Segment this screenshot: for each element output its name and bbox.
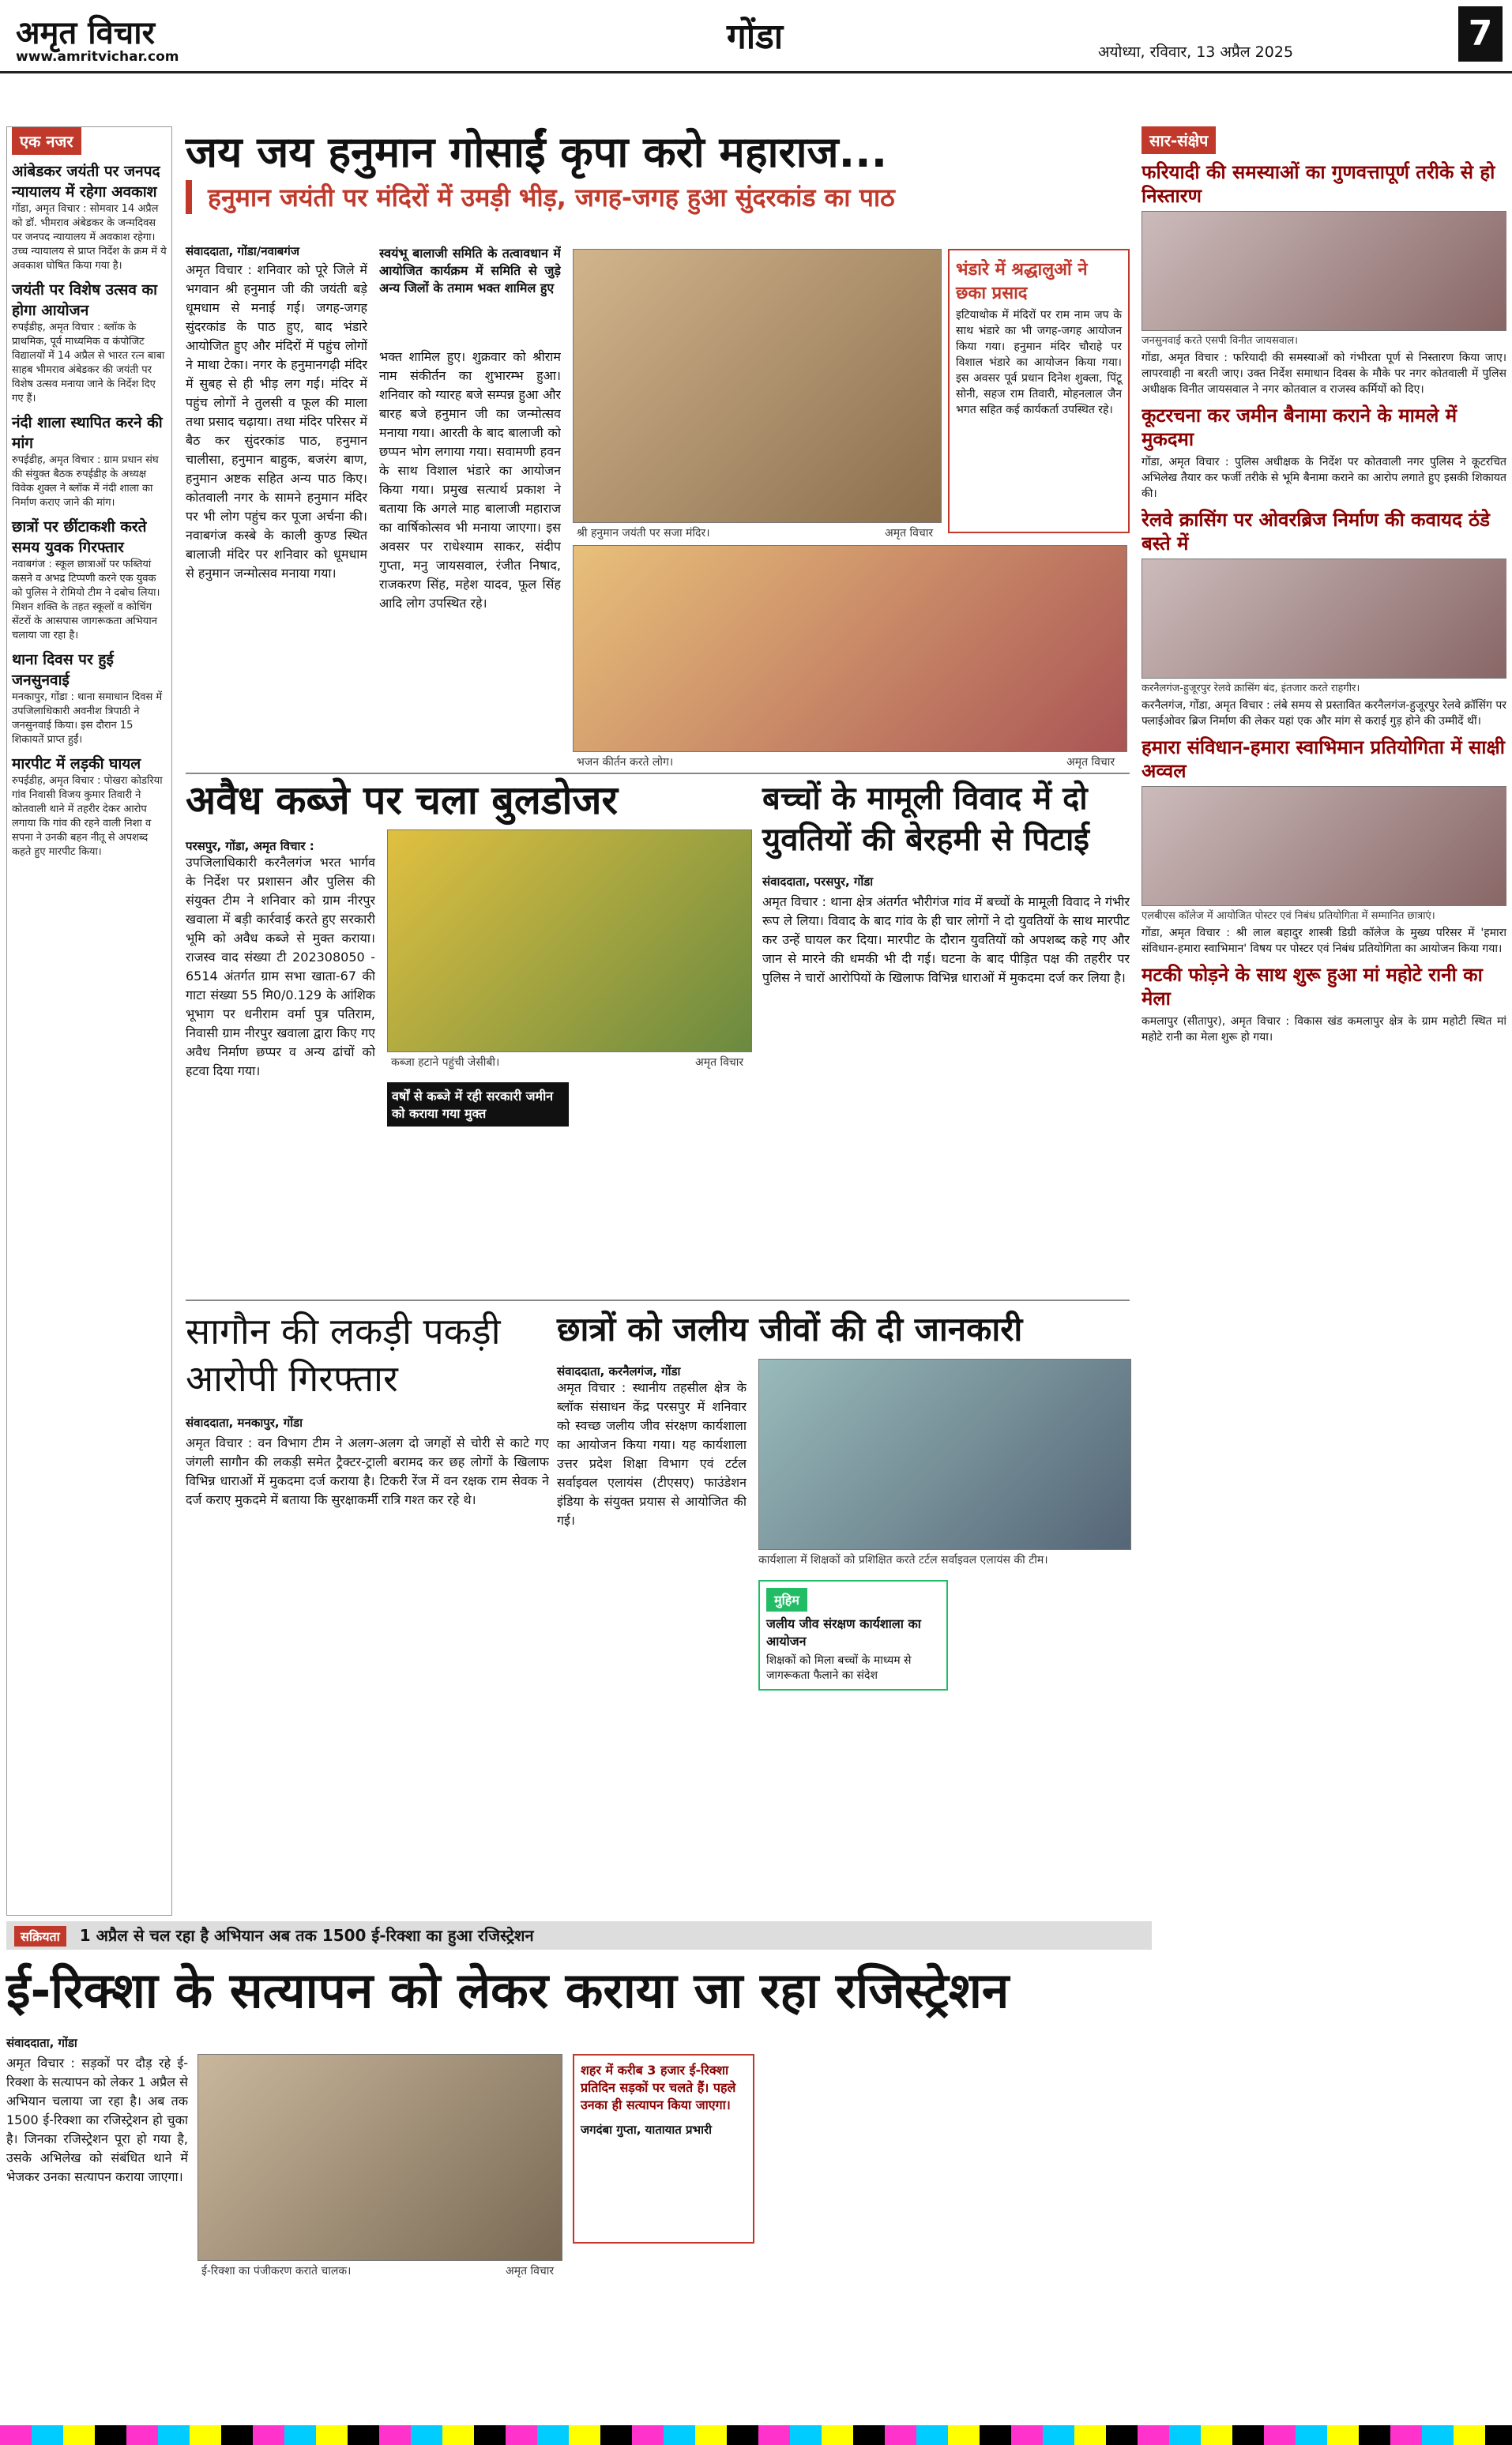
brief-photo [1142, 786, 1506, 906]
story-column: अमृत विचार : शनिवार को पूरे जिले में भगवान श्री हनुमान जी की जयंती बड़े धूमधाम से मनाई गई। जगह-जगह सुंदरकांड के पाठ हुए, बाद भंडारे आयोजित हुए और मंदिरों में पहुंच लोगों ने माथा टेका। नगर के हनुमानगढ़ी मंदिर में सुबह से ही भीड़ लग गई। मंदिर में पहुंच लोगों ने तुलसी व फूल की माला तथा प्रसाद चढ़ाया। तथा मंदिर परिसर में बैठ कर सुंदरकांड पाठ, हनुमान चालीसा, हनुमान बाहुक, बजरंग बाण, हनुमान अष्टक सहित अन्य पाठ किए। कोतवाली नगर के सामने हनुमान मंदिर पर भी लोग पहुंच कर पूजा अर्चना की। नवाबगंज कस्बे के काली कुण्ड स्थित बालाजी मंदिर पर शनिवार को धूमधाम से हनुमान जन्मोत्सव मनाया गया। [186, 262, 367, 581]
bhajan-photo [573, 545, 1127, 752]
photo-caption: ई-रिक्शा का पंजीकरण कराते चालक। [201, 2265, 352, 2278]
byline: संवाददाता, परसपुर, गोंडा [762, 875, 874, 889]
brief-headline: जयंती पर विशेष उत्सव का होगा आयोजन [12, 281, 158, 319]
edition-city: गोंडा [727, 17, 784, 57]
photo-credit: अमृत विचार [506, 2265, 555, 2278]
brief-photo [1142, 211, 1506, 331]
story-kicker [6, 1921, 1152, 1950]
photo-caption: कब्जा हटाने पहुंची जेसीबी। [391, 1056, 500, 1069]
story-column: अमृत विचार : थाना क्षेत्र अंतर्गत भौरीगंज गांव में बच्चों के मामूली विवाद ने गंभीर रूप ले लिया। विवाद के बाद गांव के ही चार लोगों ने दो युवतियों के साथ मारपीट कर उन्हें घायल कर दिया। मारपीट के दौरान युवतियों को अपशब्द कहे गए और जान से मारने की धमकी भी दी गई। घटना के बाद पीड़ित पक्ष की तहरीर पर पुलिस ने चारों आरोपियों के खिलाफ विभिन्न धाराओं में मुकदमा दर्ज कर लिया है। [762, 894, 1130, 985]
brief-headline: नंदी शाला स्थापित करने की मांग [12, 414, 163, 452]
color-registration-strip [0, 2425, 1512, 2445]
brief-text: रुपईडीह, अमृत विचार : ब्लॉक के प्राथमिक, पूर्व माध्यमिक व कंपोजिट विद्यालयों में 14 अप्रैल से भारत रत्न बाबा साहब भीमराव अंबेडकर की जयंती पर विशेष उत्सव मनाया जाने के निर्देश दिए गए हैं। [12, 322, 165, 404]
brief-text: गोंडा, अमृत विचार : सोमवार 14 अप्रैल को डॉ. भीमराव अंबेडकर के जन्मदिवस पर जनपद न्यायालय में अवकाश रहेगा। उच्च न्यायालय से प्राप्त निर्देश के क्रम में ये अवकाश घोषित किया गया है। [12, 203, 167, 272]
jcb-photo [387, 829, 752, 1052]
brief-headline: हमारा संविधान-हमारा स्वाभिमान प्रतियोगिता में साक्षी अव्वल [1142, 736, 1505, 782]
campaign-box [758, 1580, 948, 1691]
section-tag: एक नजर [12, 127, 81, 155]
brief-photo [1142, 559, 1506, 679]
headline: बच्चों के मामूली विवाद में दो युवतियों की बेरहमी से पिटाई [762, 781, 1089, 858]
byline: संवाददाता, करनैलगंज, गोंडा [557, 1364, 681, 1379]
brief-headline: आंबेडकर जयंती पर जनपद न्यायालय में रहेगा अवकाश [12, 163, 160, 201]
top-story [186, 126, 1130, 214]
photo-credit: अमृत विचार [1066, 756, 1115, 769]
headline: जय जय हनुमान गोसाईं कृपा करो महाराज... [186, 127, 888, 177]
brief-text: नवाबगंज : स्कूल छात्राओं पर फब्तियां कसने व अभद्र टिप्पणी करने एक युवक को पुलिस ने रोमियो टीम ने दबोच लिया। मिशन शक्ति के तहत स्कूलों व कोचिंग सेंटरों के आसपास जागरूकता अभियान चलाया जा रहा है। [12, 559, 160, 641]
story-column: अमृत विचार : सड़कों पर दौड़ रहे ई-रिक्शा के सत्यापन को लेकर 1 अप्रैल से अभियान चलाया जा रहा है। अब तक 1500 ई-रिक्शा का रजिस्ट्रेशन हो चुका है। जिनका रजिस्ट्रेशन पूरा हो गया है, उसके अभिलेख को संबंधित थाने में भेजकर उनका सत्यापन कराया जाएगा। [6, 2056, 188, 2184]
box-text: शिक्षकों को मिला बच्चों के माध्यम से जागरूकता फैलाने का संदेश [766, 1654, 912, 1682]
byline: संवाददाता, गोंडा/नवाबगंज [186, 244, 299, 258]
brief-headline: मटकी फोड़ने के साथ शुरू हुआ मां महोटे रानी का मेला [1142, 964, 1483, 1010]
kicker-text: 1 अप्रैल से चल रहा है अभियान अब तक 1500 ई-रिक्शा का हुआ रजिस्ट्रेशन [79, 1926, 534, 1945]
byline: संवाददाता, गोंडा [6, 2036, 77, 2050]
brief-text: गोंडा, अमृत विचार : पुलिस अधीक्षक के निर्देश पर कोतवाली नगर पुलिस ने कूटरचित अभिलेख तैयार कर फर्जी तरीके से भूमि बैनामा कराने का आरोप लगाते हुए इसकी शिकायत की। [1142, 456, 1506, 500]
edition-date: अयोध्या, रविवार, 13 अप्रैल 2025 [1098, 43, 1294, 61]
quote-author: जगदंबा गुप्ता, यातायात प्रभारी [581, 2123, 712, 2137]
byline: संवाददाता, मनकापुर, गोंडा [186, 1416, 303, 1430]
bhandara-box [948, 249, 1130, 533]
box-headline: जलीय जीव संरक्षण कार्यशाला का आयोजन [766, 1616, 921, 1649]
photo-caption: एलबीएस कॉलेज में आयोजित पोस्टर एवं निबंध प्रतियोगिता में सम्मानित छात्राएं। [1142, 910, 1435, 922]
brief-text: गोंडा, अमृत विचार : श्री लाल बहादुर शास्त्री डिग्री कॉलेज के मुख्य परिसर में 'हमारा संविधान-हमारा स्वाभिमान' विषय पर पोस्टर एवं निबंध प्रतियोगिता का आयोजन किया गया। [1142, 927, 1506, 955]
box-tag: मुहिम [766, 1588, 807, 1612]
brief-headline: मारपीट में लड़की घायल [12, 755, 141, 773]
brief-text: करनैलगंज, गोंडा, अमृत विचार : लंबे समय से प्रस्तावित करनैलगंज-हुजूरपुर रेलवे क्रॉसिंग पर फ्लाईओवर ब्रिज निर्माण की लेकर यहां एक और मांग से कराई गुड़ होने की उम्मीदें थीं। [1142, 699, 1506, 728]
newspaper-logo: अमृत विचार [16, 15, 155, 51]
rickshaw-photo [197, 2054, 562, 2261]
photo-caption: कार्यशाला में शिक्षकों को प्रशिक्षित करते टर्टल सर्वाइवल एलायंस की टीम। [758, 1554, 1048, 1567]
brief-headline: थाना दिवस पर हुई जनसुनवाई [12, 651, 114, 689]
story-column: अमृत विचार : स्थानीय तहसील क्षेत्र के ब्लॉक संसाधन केंद्र परसपुर में शनिवार को स्वच्छ जलीय जीव संरक्षण कार्यशाला का आयोजन किया गया। यह कार्यशाला उत्तर प्रदेश शिक्षा विभाग एवं टर्टल सर्वाइवल एलायंस (टीएसए) फाउंडेशन इंडिया के संयुक्त प्रयास से आयोजित की गई। [557, 1380, 747, 1528]
workshop-photo [758, 1359, 1131, 1550]
brief-headline: रेलवे क्रासिंग पर ओवरब्रिज निर्माण की कवायद ठंडे बस्ते में [1142, 509, 1490, 555]
temple-photo [573, 249, 942, 523]
photo-caption: जनसुनवाई करते एसपी विनीत जायसवाल। [1142, 335, 1299, 347]
box-headline: भंडारे में श्रद्धालुओं ने छका प्रसाद [956, 260, 1088, 303]
kicker-text: स्वयंभू बालाजी समिति के तत्वावधान में आयोजित कार्यक्रम में समिति से जुड़े अन्य जिलों के तमाम भक्त शामिल हुए [379, 246, 561, 295]
brief-text: कमलापुर (सीतापुर), अमृत विचार : विकास खंड कमलापुर क्षेत्र के ग्राम महोटी स्थित मां महोटे रानी का मेला शुरू हो गया। [1142, 1015, 1506, 1044]
photo-credit: अमृत विचार [695, 1056, 744, 1069]
headline: अवैध कब्जे पर चला बुलडोजर [186, 777, 618, 823]
photo-caption: करनैलगंज-हुजूरपुर रेलवे क्रासिंग बंद, इंतजार करते राहगीर। [1142, 683, 1360, 694]
headline: ई-रिक्शा के सत्यापन को लेकर कराया जा रहा रजिस्ट्रेशन [6, 1962, 1010, 2019]
photo-credit: अमृत विचार [885, 527, 934, 540]
story-column: अमृत विचार : वन विभाग टीम ने अलग-अलग दो जगहों से चोरी से काटे गए जंगली सागौन की लकड़ी समेत ट्रैक्टर-ट्राली बरामद कर छह लोगों के खिलाफ विभिन्न धाराओं में मुकदमा दर्ज कराया है। टिकरी रेंज में वन रक्षक राम सेवक ने दर्ज कराए मुकदमे में बताया कि सुरक्षाकर्मी रात्रि गश्त कर रहे थे। [186, 1435, 549, 1507]
quote-box [573, 2054, 754, 2244]
left-briefs-column [6, 126, 172, 1916]
brief-text: गोंडा, अमृत विचार : फरियादी की समस्याओं को गंभीरता पूर्ण से निस्तारण किया जाए। लापरवाही ना बरती जाए। उक्त निर्देश समाधान दिवस के मौके पर नगर कोतवाली में पुलिस अधीक्षक विनीत जायसवाल ने नगर कोतवाल व राजस्व कर्मियों को दिए। [1142, 352, 1506, 396]
page-number: 7 [1458, 6, 1503, 62]
story-kicker: वर्षों से कब्जे में रही सरकारी जमीन को कराया गया मुक्त [387, 1082, 569, 1127]
brief-headline: फरियादी की समस्याओं का गुणवत्तापूर्ण तरीके से हो निस्तारण [1142, 161, 1495, 207]
brief-text: रुपईडीह, अमृत विचार : ग्राम प्रधान संघ की संयुक्त बैठक रुपईडीह के अध्यक्ष विवेक शुक्ल ने ब्लॉक में नंदी शाला का निर्माण कराए जाने की मांग। [12, 454, 159, 509]
kicker-tag: सक्रियता [14, 1926, 66, 1947]
byline: परसपुर, गोंडा, अमृत विचार : [186, 839, 314, 853]
photo-caption: भजन कीर्तन करते लोग। [577, 756, 674, 769]
newspaper-url: www.amritvichar.com [16, 49, 179, 65]
brief-text: मनकापुर, गोंडा : थाना समाधान दिवस में उपजिलाधिकारी अवनीश त्रिपाठी ने जनसुनवाई किया। इस दौरान 15 शिकायतें प्राप्त हुईं। [12, 691, 163, 746]
story-column: भक्त शामिल हुए। शुक्रवार को श्रीराम नाम संकीर्तन का शुभारम्भ हुआ। शनिवार को ग्यारह बजे सम्पन्न हुआ और बारह बजे हनुमान जी का जन्मोत्सव मनाया गया। आरती के बाद बालाजी को छप्पन भोग लगाया गया। सवामणी हवन के साथ विशाल भंडारे का आयोजन किया गया। प्रमुख सत्यार्थ प्रकाश ने बताया कि अगले माह बालाजी महाराज का वार्षिकोत्सव भी मनाया जाएगा। इस अवसर पर राधेश्याम साकर, संदीप गुप्ता, मनु जायसवाल, रंजीत निषाद, राजकरण सिंह, महेश यादव, फूल सिंह आदि लोग उपस्थित रहे। [379, 349, 561, 611]
quote-text: शहर में करीब 3 हजार ई-रिक्शा प्रतिदिन सड़कों पर चलते हैं। पहले उनका ही सत्यापन किया जाएगा। [581, 2063, 736, 2112]
brief-text: रुपईडीह, अमृत विचार : पोखरा कोडरिया गांव निवासी विजय कुमार तिवारी ने कोतवाली थाने में तहरीर देकर आरोप लगाया कि गांव की रहने वाली निशा व सपना ने उनकी बहन नीतू से अपशब्द कहते हुए मारपीट किया। [12, 775, 163, 858]
headline: सागौन की लकड़ी पकड़ी आरोपी गिरफ्तार [186, 1310, 501, 1400]
subheadline: हनुमान जयंती पर मंदिरों में उमड़ी भीड़, जगह-जगह हुआ सुंदरकांड का पाठ [186, 180, 1130, 214]
headline: छात्रों को जलीय जीवों की दी जानकारी [557, 1310, 1023, 1349]
masthead [0, 0, 1512, 73]
box-text: इटियाथोक में मंदिरों पर राम नाम जप के साथ भंडारे का भी जगह-जगह आयोजन किया गया। हनुमान मंदिर चौराहे पर विशाल भंडारे का आयोजन किया गया। इस अवसर पूर्व प्रधान दिनेश शुक्ला, पिंटू सोनी, सहज राम तिवारी, मोहनलाल जैन भगत सहित कई कार्यकर्ता उपस्थित रहे। [956, 309, 1122, 416]
story-column: उपजिलाधिकारी करनैलगंज भरत भार्गव के निर्देश पर प्रशासन और पुलिस की संयुक्त टीम ने शनिवार को ग्राम नीरपुर खवाला में बड़ी कार्रवाई करते हुए सरकारी भूमि को अवैध कब्जे से मुक्त कराया। राजस्व वाद संख्या टी 202308050 - 6514 अंतर्गत ग्राम सभा खाता-67 की गाटा संख्या 55 मि0/0.129 के आंशिक भूभाग पर धनीराम वर्मा पुत्र पतिराम, निवासी ग्राम नीरपुर खवाला द्वारा किए गए अवैध निर्माण छप्पर व अन्य ढांचों को हटवा दिया गया। [186, 855, 375, 1078]
brief-headline: कूटरचना कर जमीन बैनामा कराने के मामले में मुकदमा [1142, 404, 1457, 450]
brief-headline: छात्रों पर छींटाकशी करते समय युवक गिरफ्तार [12, 518, 147, 556]
photo-caption: श्री हनुमान जयंती पर सजा मंदिर। [577, 527, 710, 540]
right-briefs-column [1142, 126, 1506, 1916]
section-tag: सार-संक्षेप [1142, 126, 1216, 154]
